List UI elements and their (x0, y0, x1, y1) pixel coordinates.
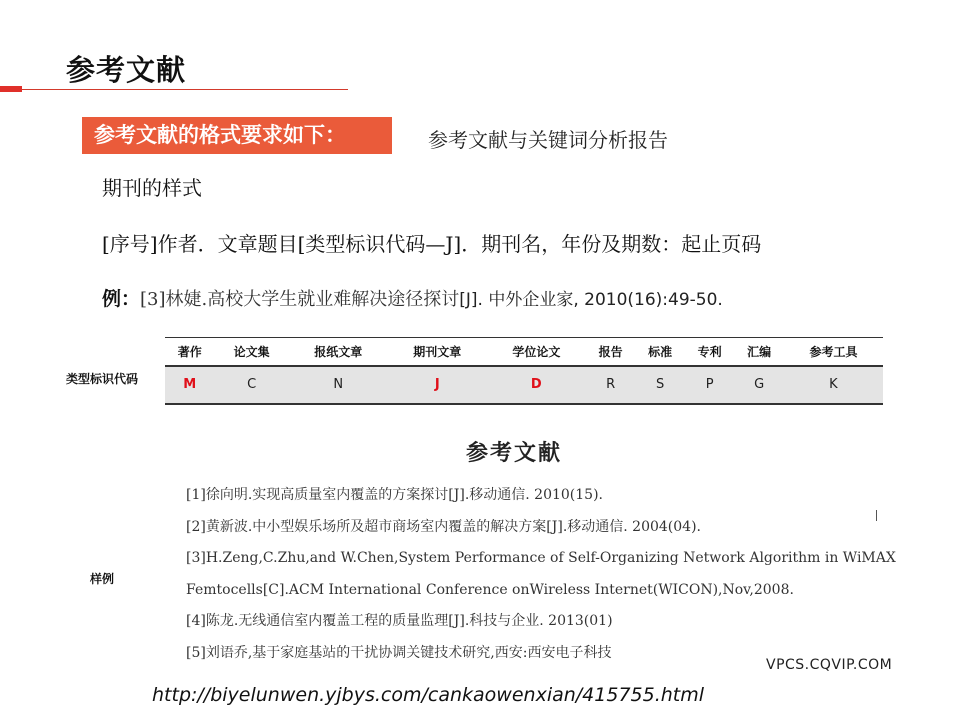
reference-item: Femtocells[C].ACM International Conference onWireless Internet(WICON),Nov,2008. (186, 581, 794, 598)
reference-item: [1]徐向明.实现高质量室内覆盖的方案探讨[J].移动通信. 2010(15). (186, 487, 603, 503)
type-header: 参考工具 (784, 338, 883, 366)
type-code-row (165, 366, 883, 404)
report-link[interactable]: 参考文献与关键词分析报告 (428, 128, 668, 152)
page-title: 参考文献 (66, 53, 187, 87)
type-code-cell: R (586, 366, 636, 404)
type-header: 报纸文章 (289, 338, 388, 366)
type-header: 期刊文章 (388, 338, 487, 366)
sample-references-title: 参考文献 (466, 441, 563, 466)
format-banner: 参考文献的格式要求如下： (82, 117, 392, 154)
reference-item: [2]黄新波.中小型娱乐场所及超市商场室内覆盖的解决方案[J].移动通信. 2004(04). (186, 518, 701, 535)
journal-format-heading: 期刊的样式 (102, 176, 202, 200)
title-underline (22, 89, 348, 90)
type-header: 汇编 (734, 338, 784, 366)
example-body: [3]林婕.高校大学生就业难解决途径探讨 (140, 289, 460, 310)
type-header: 报告 (586, 338, 636, 366)
sample-label: 样例 (90, 572, 115, 586)
type-code-cell: P (685, 366, 735, 404)
source-url[interactable]: http://biyelunwen.yjbys.com/cankaowenxian/415755.html (152, 684, 705, 706)
example-label: 例： (102, 288, 141, 310)
brand-watermark: VPCS.CQVIP.COM (766, 657, 893, 673)
title-accent-mark (0, 86, 22, 92)
type-header: 标准 (635, 338, 685, 366)
type-code-header-row (165, 338, 883, 366)
type-code-table (165, 337, 883, 405)
type-code-cell: K (784, 366, 883, 404)
type-code-row-label: 类型标识代码 (66, 372, 139, 386)
example-tail: [J]. 中外企业家, 2010(16):49-50. (459, 290, 723, 310)
type-code-cell: N (289, 366, 388, 404)
journal-format-template: [序号]作者．文章题目[类型标识代码—J]．期刊名，年份及期数：起止页码 (102, 232, 762, 256)
text-cursor-mark (876, 510, 877, 521)
type-header: 专利 (685, 338, 735, 366)
type-header: 著作 (165, 338, 215, 366)
reference-item: [3]H.Zeng,C.Zhu,and W.Chen,System Performance of Self-Organizing Network Algorithm in WiMAX (186, 550, 896, 566)
type-code-cell: J (388, 366, 487, 404)
type-code-cell: D (487, 366, 586, 404)
type-code-cell: C (215, 366, 289, 404)
reference-item: [4]陈龙.无线通信室内覆盖工程的质量监理[J].科技与企业. 2013(01) (186, 613, 613, 629)
type-code-cell: S (635, 366, 685, 404)
sample-reference-list (186, 484, 896, 673)
journal-format-example (102, 284, 723, 311)
type-header: 学位论文 (487, 338, 586, 366)
type-code-cell: M (165, 366, 215, 404)
type-header: 论文集 (215, 338, 289, 366)
reference-item: [5]刘语乔,基于家庭基站的干扰协调关键技术研究,西安:西安电子科技 (186, 644, 612, 661)
type-code-cell: G (734, 366, 784, 404)
